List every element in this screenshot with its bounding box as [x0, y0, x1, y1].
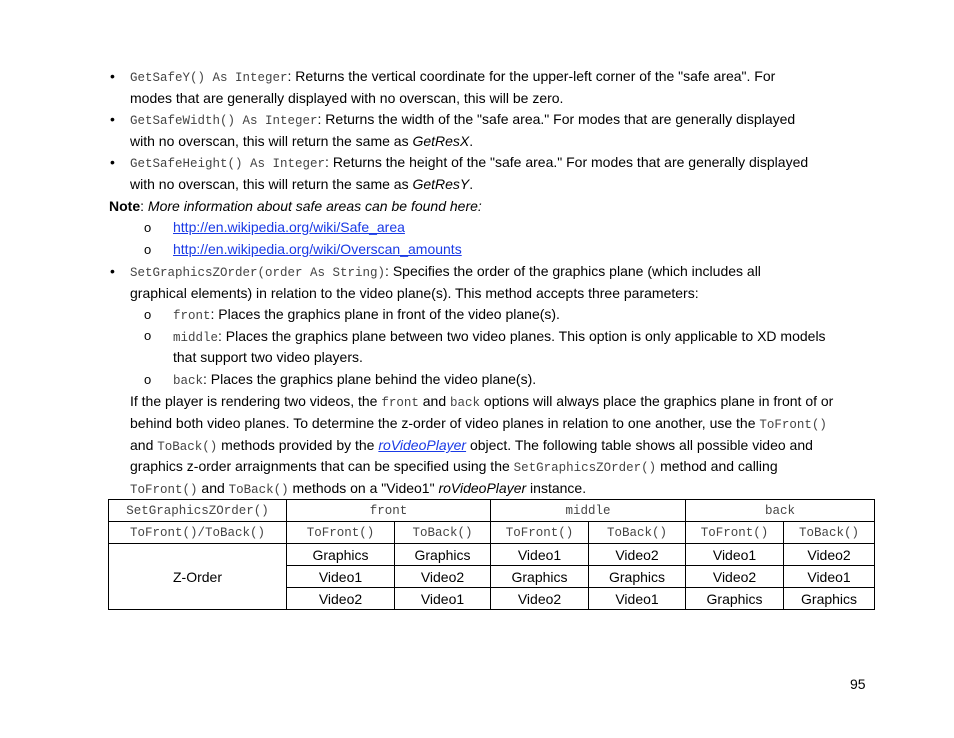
table-cell: Video2: [395, 566, 491, 588]
table-row-label: Z-Order: [109, 544, 287, 610]
sub-bullet-icon: o: [144, 242, 152, 257]
method-desc: : Returns the width of the "safe area." For modes that are generally displayed: [317, 111, 796, 127]
method-desc: : Specifies the order of the graphics plane (which includes all: [385, 263, 761, 279]
method-desc-cont: modes that are generally displayed with no overscan, this will be zero.: [130, 90, 564, 106]
para-text: and: [418, 393, 451, 409]
para-text: options will always place the graphics plane in front of or: [480, 393, 834, 409]
method-code: GetSafeY() As Integer: [130, 71, 288, 85]
note-colon: :: [140, 198, 148, 214]
param-code: front: [173, 309, 211, 323]
para-code: front: [381, 396, 419, 410]
method-getsafewidth: [130, 110, 795, 130]
table-cell: Video1: [784, 566, 875, 588]
method-getsafey: [130, 67, 775, 87]
para-code: ToFront(): [759, 418, 827, 432]
page-number: 95: [850, 676, 866, 692]
table-header-row: [109, 522, 875, 544]
param-front: [173, 305, 560, 325]
param-middle: [173, 327, 826, 347]
table-cell: Video1: [686, 544, 784, 566]
note-text: More information about safe areas can be found here:: [147, 198, 482, 214]
table-header-cell: ToFront(): [287, 522, 395, 544]
link-safe-area[interactable]: http://en.wikipedia.org/wiki/Safe_area: [173, 219, 405, 235]
method-desc: : Returns the height of the "safe area." For modes that are generally displayed: [325, 154, 809, 170]
desc-text: with no overscan, this will return the same as: [130, 133, 413, 149]
table-header-cell: ToBack(): [395, 522, 491, 544]
param-desc: : Places the graphics plane in front of the video plane(s).: [210, 306, 560, 322]
bullet-icon: •: [110, 263, 115, 279]
note-line: [109, 197, 482, 215]
para-text: and: [197, 480, 229, 496]
para-text: method and calling: [656, 458, 778, 474]
table-header-cell: ToBack(): [589, 522, 686, 544]
para-line-4: [130, 457, 778, 477]
desc-em: GetResY: [412, 176, 470, 192]
table-cell: Video2: [686, 566, 784, 588]
param-code: middle: [173, 331, 219, 345]
sub-bullet-icon: o: [144, 220, 152, 235]
para-line-2: [130, 414, 827, 434]
para-code: ToBack(): [228, 483, 289, 497]
table-cell: Video2: [287, 588, 395, 610]
method-desc-cont: [130, 132, 473, 150]
table-cell: Video1: [395, 588, 491, 610]
method-code: GetSafeWidth() As Integer: [130, 114, 318, 128]
table-cell: Video1: [491, 544, 589, 566]
desc-end: .: [469, 133, 474, 149]
para-text: methods provided by the: [217, 437, 379, 453]
method-getsafeheight: [130, 153, 808, 173]
table-header-cell: ToFront(): [686, 522, 784, 544]
table-cell: Graphics: [686, 588, 784, 610]
bullet-icon: •: [110, 111, 115, 127]
para-code: ToFront(): [130, 483, 198, 497]
param-back: [173, 370, 536, 390]
table-header-cell: front: [287, 500, 491, 522]
table-cell: Graphics: [491, 566, 589, 588]
method-desc: : Returns the vertical coordinate for the upper-left corner of the "safe area". For: [287, 68, 776, 84]
table-header-cell: back: [686, 500, 875, 522]
table-header-cell: middle: [491, 500, 686, 522]
desc-end: .: [469, 176, 474, 192]
table-row: [109, 544, 875, 566]
table-header-row: [109, 500, 875, 522]
param-desc-cont: that support two video players.: [173, 349, 363, 365]
zorder-table: [108, 499, 875, 610]
table-cell: Graphics: [784, 588, 875, 610]
para-line-1: [130, 392, 833, 412]
table-header-cell: ToBack(): [784, 522, 875, 544]
sub-bullet-icon: o: [144, 328, 152, 343]
para-em: roVideoPlayer: [438, 480, 527, 496]
method-desc-cont: [130, 175, 473, 193]
para-text: graphics z-order arraignments that can be specified using the: [130, 458, 514, 474]
para-code: back: [450, 396, 481, 410]
method-code: GetSafeHeight() As Integer: [130, 157, 326, 171]
method-code: SetGraphicsZOrder(order As String): [130, 266, 386, 280]
para-line-5: [130, 479, 586, 499]
link-overscan-amounts[interactable]: http://en.wikipedia.org/wiki/Overscan_amounts: [173, 241, 462, 257]
param-desc: : Places the graphics plane between two video planes. This option is only applicable to XD models: [218, 328, 826, 344]
method-desc-cont: graphical elements) in relation to the video plane(s). This method accepts three parameters:: [130, 285, 699, 301]
link-rovideoplayer[interactable]: roVideoPlayer: [378, 437, 467, 453]
table-cell: Video1: [287, 566, 395, 588]
para-text: and: [130, 437, 158, 453]
table-cell: Video2: [589, 544, 686, 566]
bullet-icon: •: [110, 68, 115, 84]
para-code: SetGraphicsZOrder(): [513, 461, 657, 475]
table-cell: Video2: [784, 544, 875, 566]
sub-bullet-icon: o: [144, 372, 152, 387]
desc-em: GetResX: [412, 133, 470, 149]
para-text: object. The following table shows all possible video and: [466, 437, 813, 453]
table-cell: Graphics: [395, 544, 491, 566]
bullet-icon: •: [110, 154, 115, 170]
para-text: behind both video planes. To determine the z-order of video planes in relation to one another, use the: [130, 415, 760, 431]
table-cell: Graphics: [589, 566, 686, 588]
note-label: Note: [109, 198, 141, 214]
desc-text: with no overscan, this will return the same as: [130, 176, 413, 192]
para-code: ToBack(): [157, 440, 218, 454]
table-header-cell: SetGraphicsZOrder(): [109, 500, 287, 522]
para-text: If the player is rendering two videos, the: [130, 393, 382, 409]
table-header-cell: ToFront(): [491, 522, 589, 544]
table-header-cell: ToFront()/ToBack(): [109, 522, 287, 544]
para-text: methods on a "Video1": [288, 480, 439, 496]
para-line-3: [130, 436, 813, 456]
method-setgraphicszorder: [130, 262, 761, 282]
sub-bullet-icon: o: [144, 307, 152, 322]
table-cell: Video1: [589, 588, 686, 610]
table-cell: Video2: [491, 588, 589, 610]
table-cell: Graphics: [287, 544, 395, 566]
param-code: back: [173, 374, 204, 388]
para-text: instance.: [526, 480, 587, 496]
param-desc: : Places the graphics plane behind the video plane(s).: [203, 371, 537, 387]
